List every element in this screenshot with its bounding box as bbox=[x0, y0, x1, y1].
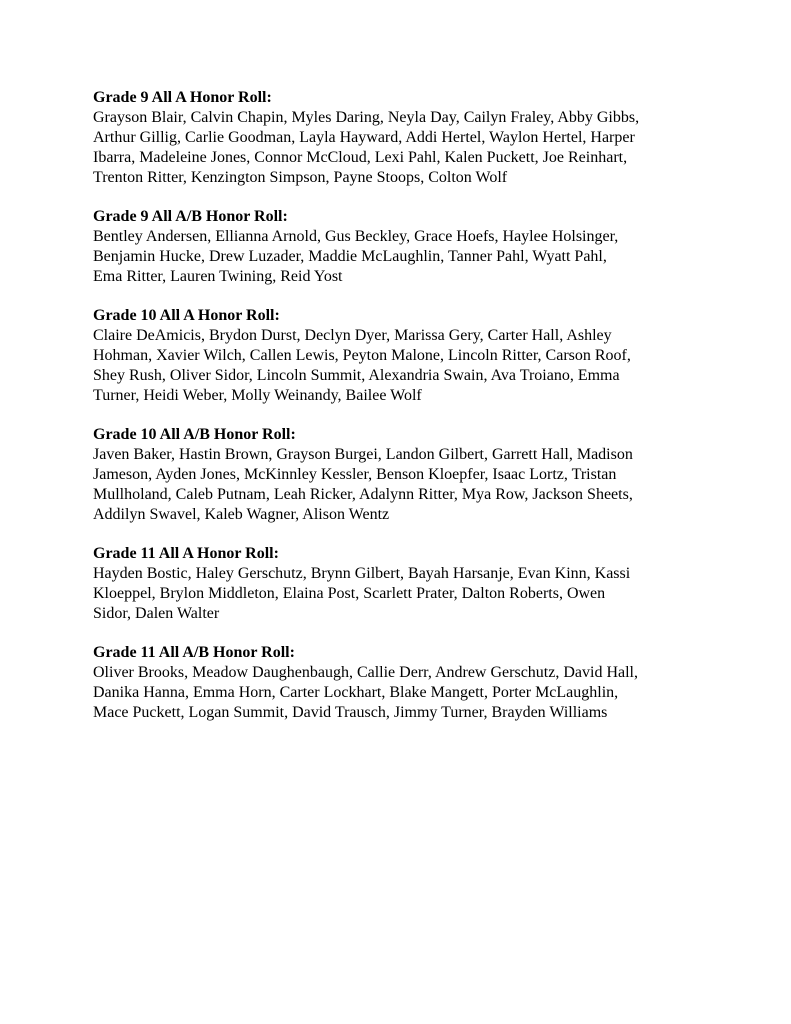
honor-roll-section bbox=[93, 643, 707, 723]
names-line: Turner, Heidi Weber, Molly Weinandy, Bailee Wolf bbox=[93, 387, 422, 404]
section-heading: Grade 11 All A/B Honor Roll: bbox=[93, 644, 295, 661]
names-line: Sidor, Dalen Walter bbox=[93, 605, 220, 622]
names-line: Arthur Gillig, Carlie Goodman, Layla Hayward, Addi Hertel, Waylon Hertel, Harper bbox=[93, 129, 635, 146]
section-heading: Grade 10 All A/B Honor Roll: bbox=[93, 426, 296, 443]
names-line: Claire DeAmicis, Brydon Durst, Declyn Dyer, Marissa Gery, Carter Hall, Ashley bbox=[93, 327, 612, 344]
names-line: Kloeppel, Brylon Middleton, Elaina Post, Scarlett Prater, Dalton Roberts, Owen bbox=[93, 585, 606, 602]
names-line: Mullholand, Caleb Putnam, Leah Ricker, Adalynn Ritter, Mya Row, Jackson Sheets, bbox=[93, 486, 633, 503]
names-line: Danika Hanna, Emma Horn, Carter Lockhart, Blake Mangett, Porter McLaughlin, bbox=[93, 684, 619, 701]
honor-roll-section bbox=[93, 544, 707, 624]
names-line: Javen Baker, Hastin Brown, Grayson Burgei, Landon Gilbert, Garrett Hall, Madison bbox=[93, 446, 633, 463]
section-heading: Grade 9 All A/B Honor Roll: bbox=[93, 208, 288, 225]
names-line: Shey Rush, Oliver Sidor, Lincoln Summit, Alexandria Swain, Ava Troiano, Emma bbox=[93, 367, 620, 384]
section-heading: Grade 9 All A Honor Roll: bbox=[93, 89, 272, 106]
names-line: Addilyn Swavel, Kaleb Wagner, Alison Wentz bbox=[93, 506, 390, 523]
honor-roll-section bbox=[93, 207, 707, 287]
names-line: Hohman, Xavier Wilch, Callen Lewis, Peyton Malone, Lincoln Ritter, Carson Roof, bbox=[93, 347, 631, 364]
names-line: Mace Puckett, Logan Summit, David Trausch, Jimmy Turner, Brayden Williams bbox=[93, 704, 608, 721]
honor-roll-section bbox=[93, 306, 707, 406]
names-line: Jameson, Ayden Jones, McKinnley Kessler, Benson Kloepfer, Isaac Lortz, Tristan bbox=[93, 466, 617, 483]
names-line: Oliver Brooks, Meadow Daughenbaugh, Callie Derr, Andrew Gerschutz, David Hall, bbox=[93, 664, 638, 681]
names-line: Ibarra, Madeleine Jones, Connor McCloud, Lexi Pahl, Kalen Puckett, Joe Reinhart, bbox=[93, 149, 628, 166]
names-line: Grayson Blair, Calvin Chapin, Myles Daring, Neyla Day, Cailyn Fraley, Abby Gibbs, bbox=[93, 109, 640, 126]
names-line: Hayden Bostic, Haley Gerschutz, Brynn Gilbert, Bayah Harsanje, Evan Kinn, Kassi bbox=[93, 565, 631, 582]
names-line: Benjamin Hucke, Drew Luzader, Maddie McLaughlin, Tanner Pahl, Wyatt Pahl, bbox=[93, 248, 607, 265]
honor-roll-section bbox=[93, 88, 707, 188]
names-line: Ema Ritter, Lauren Twining, Reid Yost bbox=[93, 268, 343, 285]
names-line: Bentley Andersen, Ellianna Arnold, Gus Beckley, Grace Hoefs, Haylee Holsinger, bbox=[93, 228, 619, 245]
section-heading: Grade 11 All A Honor Roll: bbox=[93, 545, 279, 562]
section-heading: Grade 10 All A Honor Roll: bbox=[93, 307, 280, 324]
document-sections bbox=[93, 88, 707, 723]
names-line: Trenton Ritter, Kenzington Simpson, Payne Stoops, Colton Wolf bbox=[93, 169, 508, 186]
honor-roll-section bbox=[93, 425, 707, 525]
